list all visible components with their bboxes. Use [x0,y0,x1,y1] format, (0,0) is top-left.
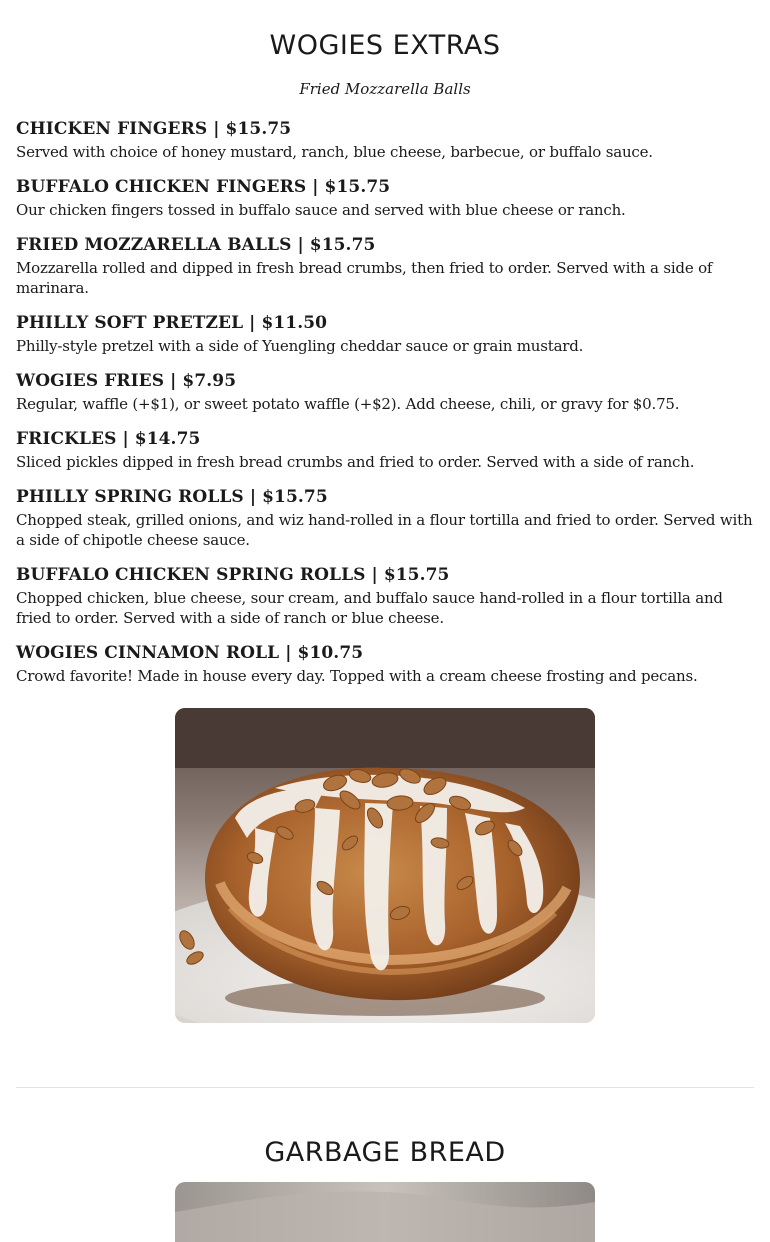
menu-item-description: Chopped chicken, blue cheese, sour cream, and buffalo sauce hand-rolled in a flour tortilla and fried to order. Served with a side of ranch or blue cheese. [16,589,723,627]
menu-item-description: Sliced pickles dipped in fresh bread crumbs and fried to order. Served with a side of ranch. [16,453,695,471]
section-title-extras: WOGIES EXTRAS [269,30,501,61]
menu-item-list [16,119,756,701]
menu-item-name: FRIED MOZZARELLA BALLS | $15.75 [16,235,376,255]
section-subtitle: Fried Mozzarella Balls [299,80,471,98]
menu-item [16,565,756,628]
menu-item-name: WOGIES FRIES | $7.95 [16,371,237,391]
garbage-bread-photo [175,1182,595,1242]
menu-item-name: BUFFALO CHICKEN FINGERS | $15.75 [16,177,391,197]
menu-item-name: FRICKLES | $14.75 [16,429,201,449]
menu-item [16,177,756,220]
menu-item-name: PHILLY SPRING ROLLS | $15.75 [16,487,328,507]
menu-item-name: CHICKEN FINGERS | $15.75 [16,119,292,139]
menu-item [16,235,756,298]
menu-item [16,643,756,686]
menu-item [16,487,756,550]
menu-item-name: WOGIES CINNAMON ROLL | $10.75 [16,643,364,663]
menu-item-name: BUFFALO CHICKEN SPRING ROLLS | $15.75 [16,565,450,585]
menu-item-description: Chopped steak, grilled onions, and wiz hand-rolled in a flour tortilla and fried to order. Served with a side of chipotle cheese sauce. [16,511,753,549]
menu-item-description: Crowd favorite! Made in house every day. Topped with a cream cheese frosting and pecans. [16,667,698,685]
menu-item-description: Philly-style pretzel with a side of Yuengling cheddar sauce or grain mustard. [16,337,584,355]
menu-item-description: Served with choice of honey mustard, ranch, blue cheese, barbecue, or buffalo sauce. [16,143,653,161]
menu-item [16,371,756,414]
section-title-garbage-bread: GARBAGE BREAD [264,1137,506,1168]
menu-item-description: Our chicken fingers tossed in buffalo sauce and served with blue cheese or ranch. [16,201,626,219]
menu-item [16,119,756,162]
menu-item [16,313,756,356]
menu-item-description: Regular, waffle (+$1), or sweet potato waffle (+$2). Add cheese, chili, or gravy for $0.75. [16,395,680,413]
section-divider [16,1087,754,1088]
menu-item [16,429,756,472]
cinnamon-roll-photo [175,708,595,1023]
menu-item-name: PHILLY SOFT PRETZEL | $11.50 [16,313,328,333]
menu-item-description: Mozzarella rolled and dipped in fresh bread crumbs, then fried to order. Served with a side of marinara. [16,259,713,297]
